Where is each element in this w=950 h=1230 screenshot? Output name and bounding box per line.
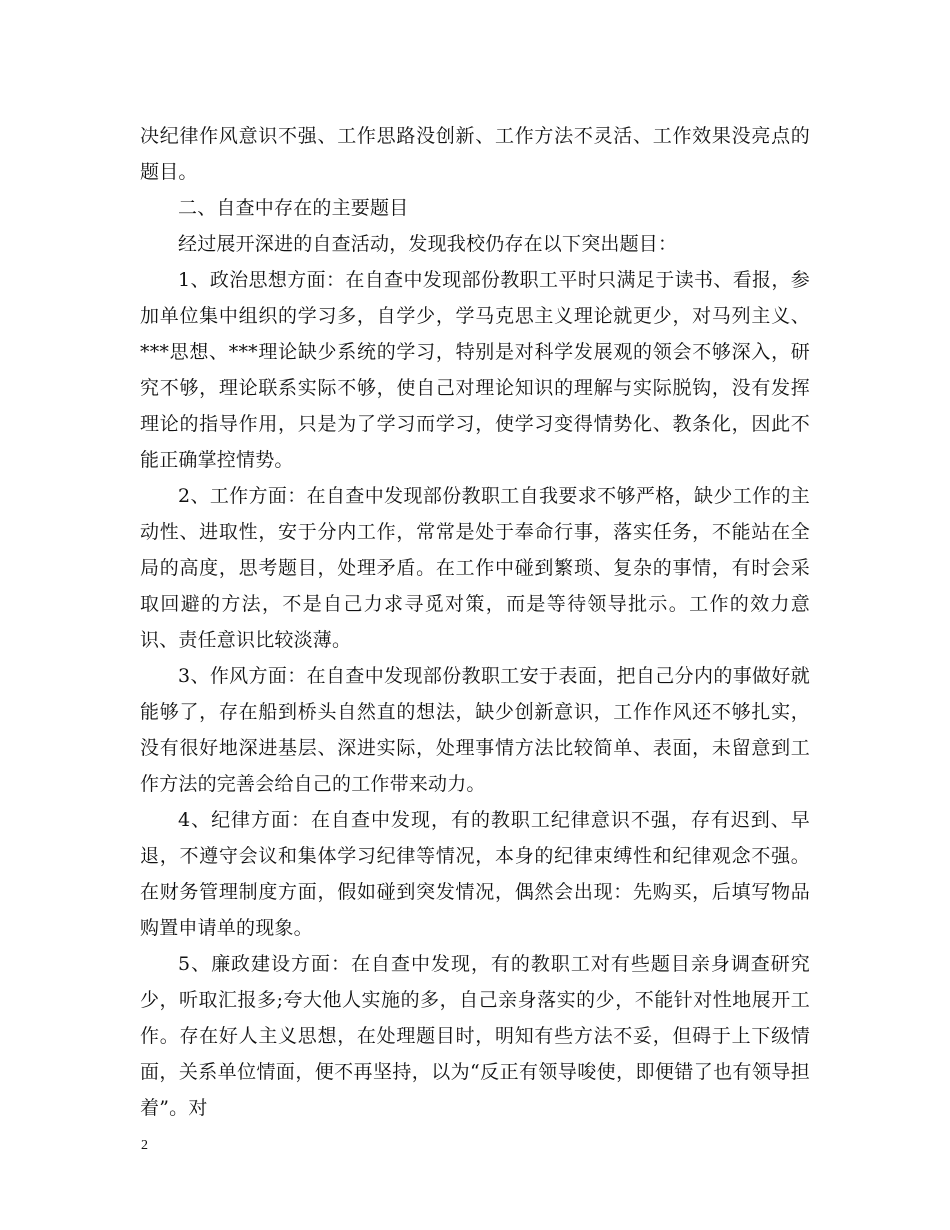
paragraph-political-thought: 1、政治思想方面：在自查中发现部份教职工平时只满足于读书、看报，参加单位集中组织的学习多，自学少，学马克思主义理论就更少，对马列主义、***思想、***理论缺少系统的学习，特别是对科学发展观的领会不够深入，研究不够，理论联系实际不够，使自己对理论知识的理解与实际脱钩，没有发挥理论的指导作用，只是为了学习而学习，使学习变得情势化、教条化，因此不能正确掌控情势。 [140,269,810,471]
paragraph-continuation: 决纪律作风意识不强、工作思路没创新、工作方法不灵活、工作效果没亮点的题目。 [140,125,810,183]
intro-paragraph: 经过展开深进的自查活动，发现我校仍存在以下突出题目： [178,233,678,255]
page-number: 2 [141,1138,148,1153]
section-heading: 二、自查中存在的主要题目 [178,197,409,219]
paragraph-work: 2、工作方面：在自查中发现部份教职工自我要求不够严格，缺少工作的主动性、进取性，安于分内工作，常常是处于奉命行事，落实任务，不能站在全局的高度，思考题目，处理矛盾。在工作中碰到繁琐、复杂的事情，有时会采取回避的方法，不是自己力求寻觅对策，而是等待领导批示。工作的效力意识、责任意识比较淡薄。 [140,485,810,651]
paragraph-integrity: 5、廉政建设方面：在自查中发现，有的教职工对有些题目亲身调查研究少，听取汇报多;夸大他人实施的多，自己亲身落实的少，不能针对性地展开工作。存在好人主义思想，在处理题目时，明知有些方法不妥，但碍于上下级情面，关系单位情面，便不再坚持，以为“反正有领导唆使，即便错了也有领导担着”。对 [140,953,810,1119]
paragraph-discipline: 4、纪律方面：在自查中发现，有的教职工纪律意识不强，存有迟到、早退，不遵守会议和集体学习纪律等情况，本身的纪律束缚性和纪律观念不强。在财务管理制度方面，假如碰到突发情况，偶然会出现：先购买，后填写物品购置申请单的现象。 [140,809,810,939]
paragraph-style: 3、作风方面：在自查中发现部份教职工安于表面，把自己分内的事做好就能够了，存在船到桥头自然直的想法，缺少创新意识，工作作风还不够扎实，没有很好地深进基层、深进实际，处理事情方法比较简单、表面，未留意到工作方法的完善会给自己的工作带来动力。 [140,665,810,795]
document-body [140,118,810,1126]
